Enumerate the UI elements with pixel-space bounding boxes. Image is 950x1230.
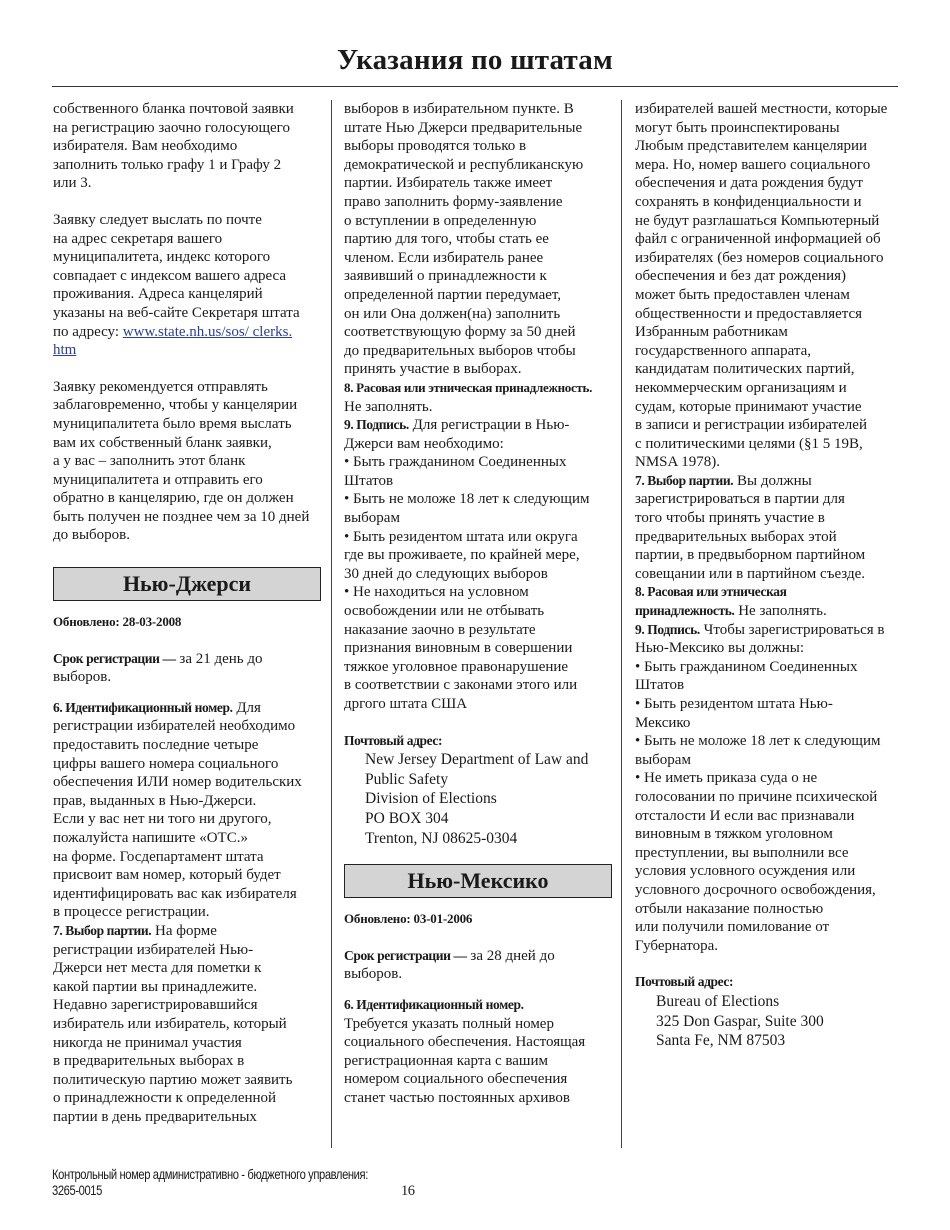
footer-note: Контрольный номер административно - бюджетного управления: 3265-0015 xyxy=(52,1166,368,1198)
nj-party-continued: выборов в избирательном пункте. В штате Нью Джерси предварительные выборы проводятся только в демократической и республиканскую партии. Избиратель также имеет право заполнить форму-заявление о вступлении в определенную партию для того, чтобы стать ее членом. Если избиратель ранее заявивший о принадлежности к определенной партии передумает, он или Она должен(на) заполнить соответствующую форму за 50 дней до предварительных выборов чтобы принять участие в выборах. xyxy=(344,101,584,378)
nh-paragraph-3: Заявку рекомендуется отправлять заблаговременно, чтобы у канцелярии муниципалитета было время выслать вам их собственный бланк заявки, а у вас – заполнить этот бланк муниципалитета и отправить его обратно в канцелярию, где он должен быть получен не позднее чем за 10 дней до выборов. xyxy=(53,378,310,544)
nm-signature xyxy=(635,621,903,658)
nm-race xyxy=(635,583,903,620)
column-2 xyxy=(344,100,612,1108)
nm-sign-label: 9. Подпись. xyxy=(635,621,700,637)
page-title: Указания по штатам xyxy=(337,44,613,76)
nm-deadline xyxy=(344,947,612,984)
nh-paragraph-2-text: Заявку следует выслать по почте на адрес секретаря вашего муниципалитета, индекс которого совпадает с индексом вашего адреса проживания. Адреса канцелярий указаны на веб-сайте Секретаря штата по адресу: xyxy=(53,211,300,340)
nj-party xyxy=(53,922,321,1127)
nm-bullet: • Быть не моложе 18 лет к следующим выборам xyxy=(635,733,881,768)
nj-mail-address: New Jersey Department of Law and Public Safety Division of Elections PO BOX 304 Trenton, NJ 08625-0304 xyxy=(365,751,589,847)
nj-bullet: • Быть гражданином Соединенных Штатов xyxy=(344,454,567,489)
nj-sign-text: Для регистрации в Нью- Джерси вам необходимо: xyxy=(344,417,570,452)
nm-id-label: 6. Идентификационный номер. xyxy=(344,996,524,1012)
nj-party-label: 7. Выбор партии. xyxy=(53,922,152,938)
nm-deadline-label: Срок регистрации — xyxy=(344,947,467,963)
title-rule xyxy=(52,86,898,87)
nm-sign-text: Чтобы зарегистрироваться в Нью-Мексико вы должны: xyxy=(635,621,885,657)
nm-bullet: • Быть резидентом штата Нью- Мексико xyxy=(635,696,833,731)
nh-paragraph-1: собственного бланка почтовой заявки на регистрацию заочно голосующего избирателя. Вам необходимо заполнить только графу 1 и Графу 2 или 3. xyxy=(53,101,294,192)
nm-bullet: • Быть гражданином Соединенных Штатов xyxy=(635,658,858,694)
nj-party-text: На форме регистрации избирателей Нью- Джерси нет места для пометки к какой партии вы принадлежите. Недавно зарегистрировавшийся избиратель или избиратель, который никогда не принимал участия в предварительных выборах в политическую партию может заявить о принадлежности к определенной партии в день предварительных xyxy=(53,922,293,1125)
nm-id-continued: избирателей вашей местности, которые могут быть проинспектированы Любым представителем канцелярии мера. Но, номер вашего социального обеспечения и дата рождения будут сохранять в конфиденциальности и не будут разглашаться Компьютерный файл с ограниченной информацией об избирателях (без номеров социального обеспечения и без дат рождения) может быть предоставлен членам общественности и предоставляется Избранным работникам государственного аппарата, кандидатам политических партий, некоммерческим организациям и судам, которые принимают участие в записи и регистрации избирателей с политическими целями (§1 5 19B, NMSA 1978). xyxy=(635,101,888,471)
state-heading-new-jersey: Нью-Джерси xyxy=(53,567,321,601)
nj-bullet: • Быть резидентом штата или округа где вы проживаете, по крайней мере, 30 дней до следующих выборов xyxy=(344,528,580,582)
nm-mail-address: Bureau of Elections 325 Don Gaspar, Suite 300 Santa Fe, NM 87503 xyxy=(656,992,824,1050)
nm-bullet: • Не иметь приказа суда о не голосовании по причине психической отсталости И если вас признавали виновным в тяжком уголовном преступлении, вы выполнили все условия условного осуждения или условного досрочного освобождения, отбыли наказание полностью или получили помилование от Губернатора. xyxy=(635,770,878,954)
nj-race-text: Не заполнять. xyxy=(344,398,433,415)
nj-deadline xyxy=(53,650,321,687)
nj-bullet: • Быть не моложе 18 лет к следующим выборам xyxy=(344,491,590,527)
column-divider xyxy=(621,100,622,1148)
nj-sign-label: 9. Подпись. xyxy=(344,417,409,433)
nm-race-label: 8. Расовая или этническая принадлежность. xyxy=(635,584,787,619)
nj-id-number xyxy=(53,699,321,922)
column-3 xyxy=(635,100,903,1051)
nj-id-text: Для регистрации избирателей необходимо предоставить последние четыре цифры вашего номера социального обеспечения ИЛИ номер водительских прав, выданных в Нью-Джерси. Если у вас нет ни того ни другого, пожалуйста напишите «ОТС.» на форме. Госдепартамент штата присвоит вам номер, который будет идентифицировать вас как избирателя в процессе регистрации. xyxy=(53,699,302,921)
nm-race-text: Не заполнять. xyxy=(734,603,827,620)
state-heading-new-mexico: Нью-Мексико xyxy=(344,864,612,898)
nj-mail-label: Почтовый адрес: xyxy=(344,732,443,748)
nj-bullet: • Не находиться на условном освобождении или не отбывать наказание заочно в результате признания виновным в совершении тяжкое уголовное правонарушение в соответствии с законами этого или дргого штата США xyxy=(344,584,578,712)
nh-paragraph-2 xyxy=(53,211,321,360)
nm-updated: Обновлено: 03-01-2006 xyxy=(344,911,473,927)
nj-deadline-label: Срок регистрации — xyxy=(53,650,176,666)
nm-party-text: Вы должны зарегистрироваться в партии для того чтобы принять участие в предварительных выборах этой партии, в предвыборном партийном совещании или в партийном съезде. xyxy=(635,472,866,582)
nj-updated: Обновлено: 28-03-2008 xyxy=(53,614,182,630)
nm-party-label: 7. Выбор партии. xyxy=(635,472,734,488)
nm-mail-label: Почтовый адрес: xyxy=(635,974,734,990)
column-divider xyxy=(331,100,332,1148)
nj-deadline-text: за 21 день до выборов. xyxy=(53,650,263,686)
nm-deadline-text: за 28 дней до выборов. xyxy=(344,947,555,983)
nj-race-label: 8. Расовая или этническая принадлежность. xyxy=(344,379,593,395)
nj-id-label: 6. Идентификационный номер. xyxy=(53,699,233,715)
nm-party xyxy=(635,472,903,584)
nj-signature xyxy=(344,416,612,453)
page-number: 16 xyxy=(401,1183,415,1199)
footer xyxy=(52,1166,464,1200)
nm-id-text: Требуется указать полный номер социального обеспечения. Настоящая регистрационная карта с вашим номером социального обеспечения станет частью постоянных архивов xyxy=(344,1015,586,1106)
column-1 xyxy=(53,100,321,1127)
nh-clerks-link[interactable]: www.state.nh.us/sos/ clerks. htm xyxy=(53,323,293,359)
